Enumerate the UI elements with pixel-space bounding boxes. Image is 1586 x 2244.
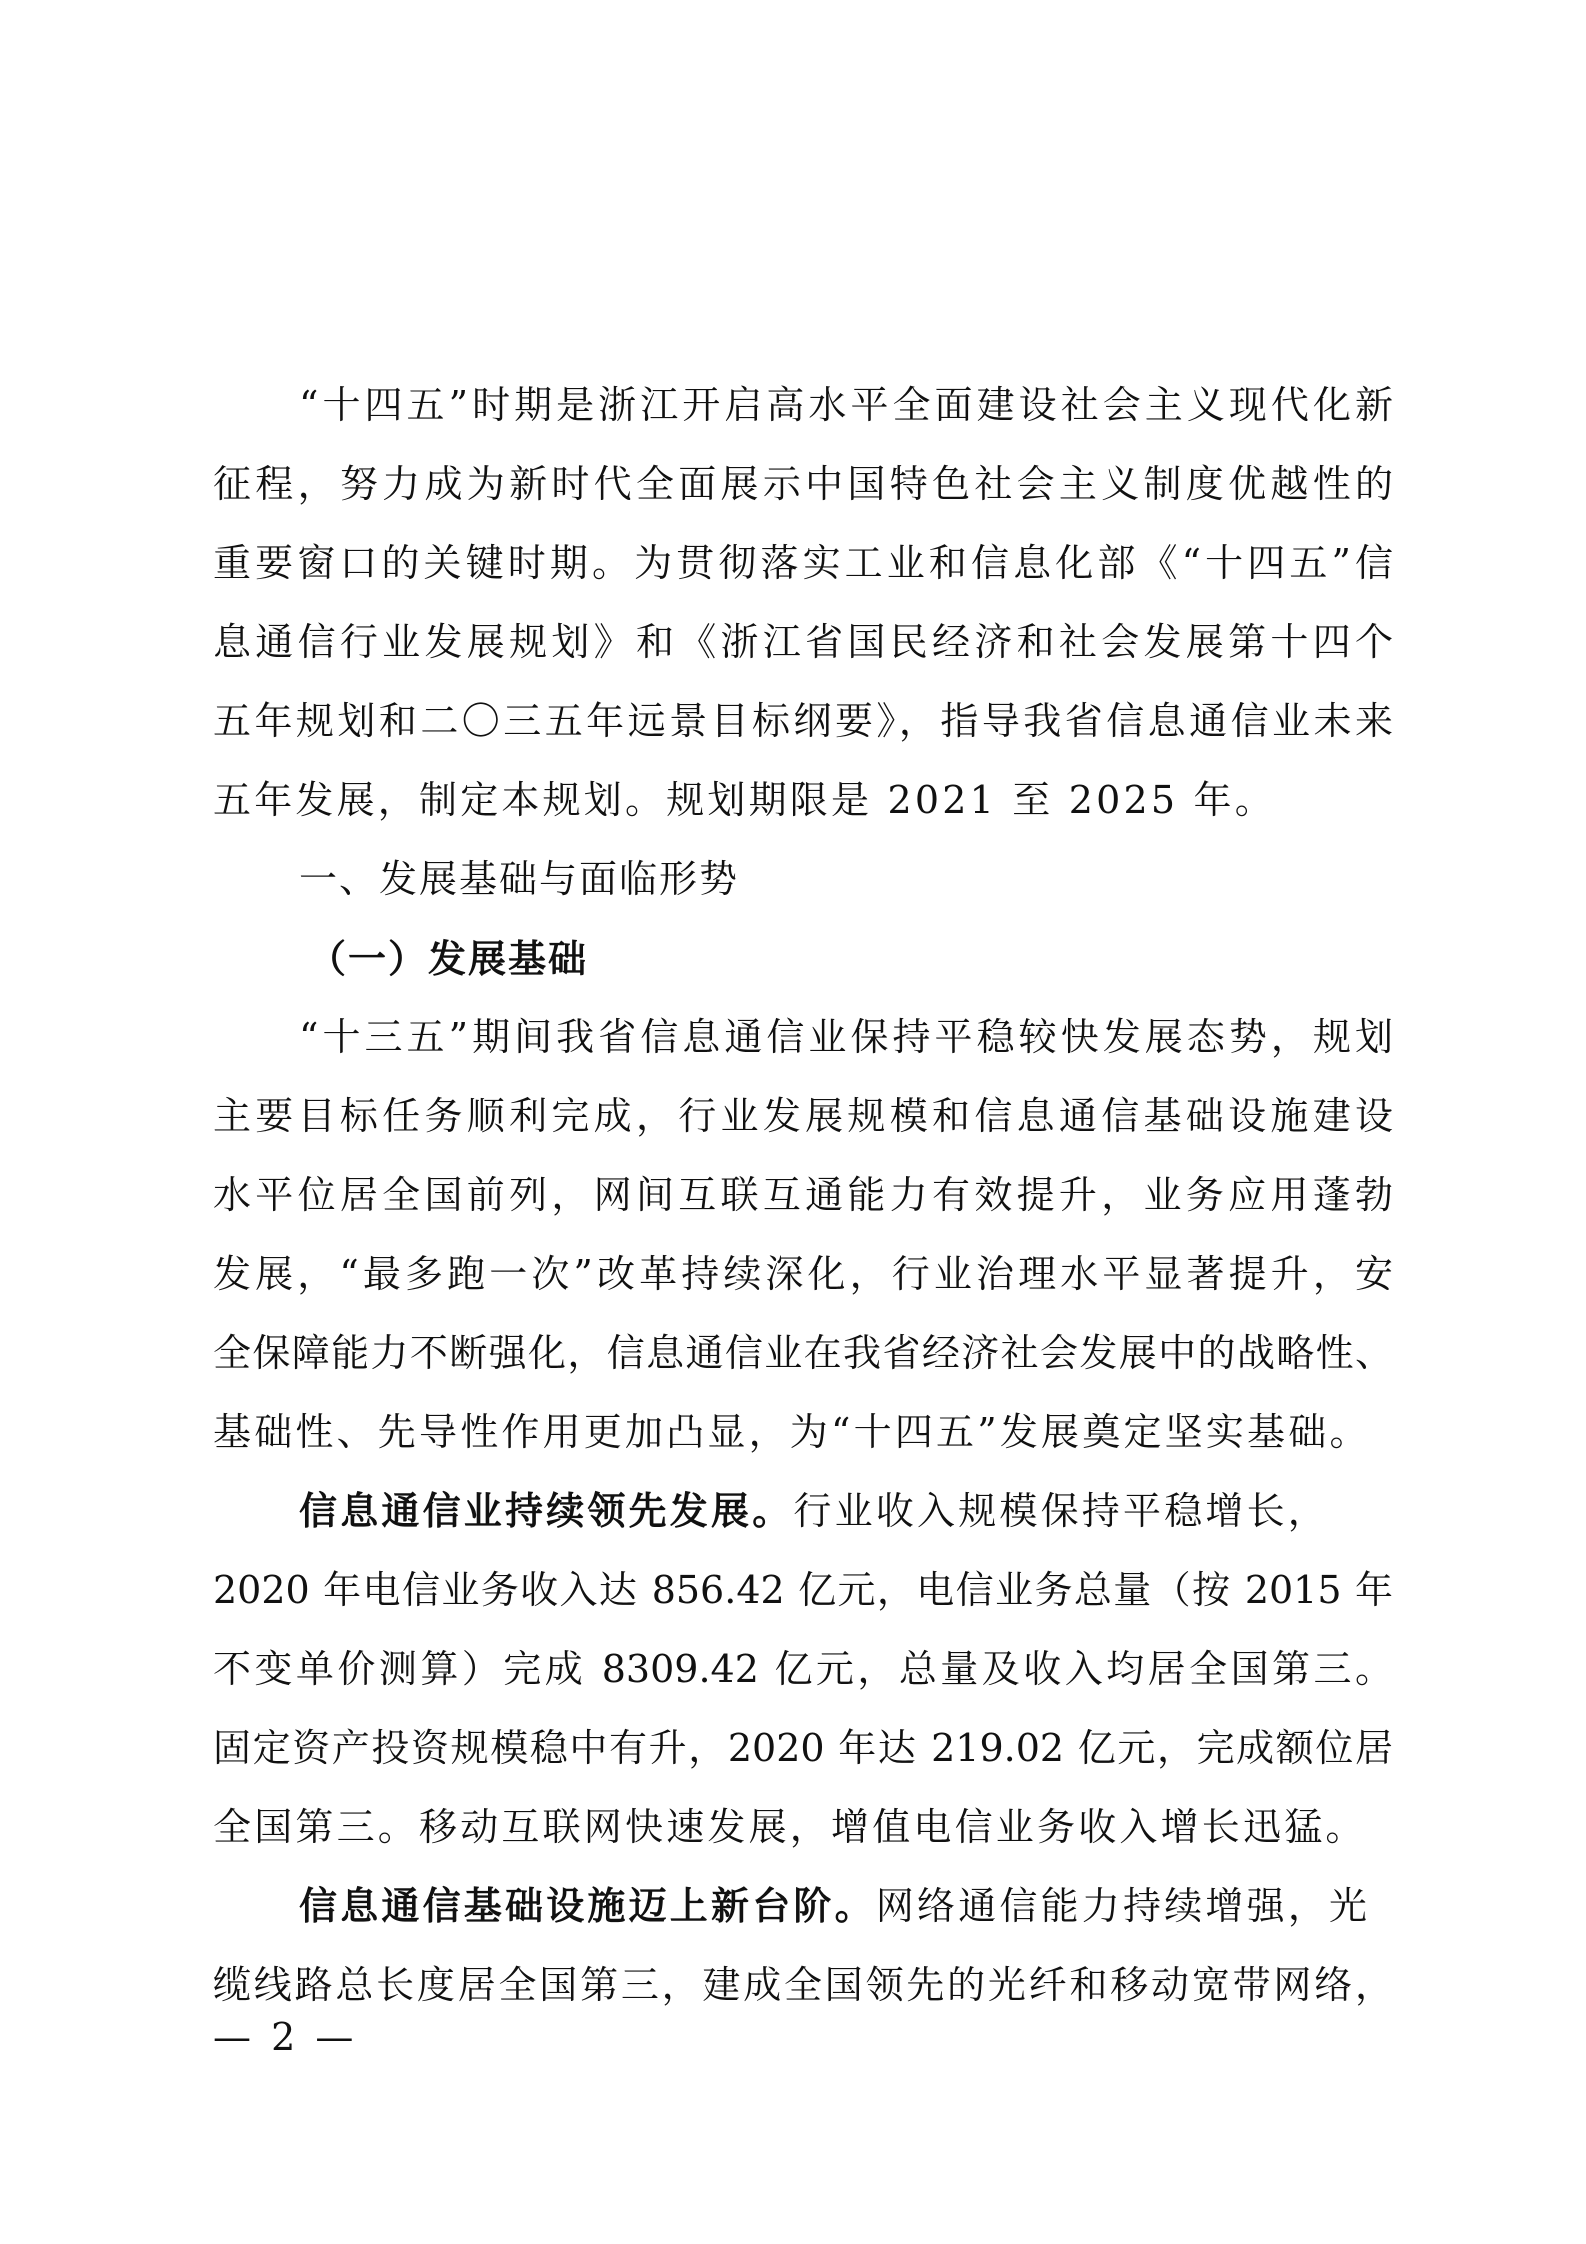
- para2-line-1: [213, 1472, 1393, 1551]
- intro-line-6: 五年发展，制定本规划。规划期限是 2021 至 2025 年。: [213, 778, 1276, 822]
- para3-lead: 信息通信基础设施迈上新台阶。: [299, 1884, 876, 1928]
- para2-line-4: 固定资产投资规模稳中有升，2020 年达 219.02 亿元，完成额位居: [213, 1726, 1393, 1770]
- intro-line-5: 五年规划和二〇三五年远景目标纲要》，指导我省信息通信业未来: [213, 699, 1393, 743]
- para1-line-1: “十三五”期间我省信息通信业保持平稳较快发展态势，规划: [299, 1015, 1393, 1059]
- para1-line-2: 主要目标任务顺利完成，行业发展规模和信息通信基础设施建设: [213, 1094, 1393, 1138]
- para1-line-5: 全保障能力不断强化，信息通信业在我省经济社会发展中的战略性、: [213, 1331, 1393, 1375]
- para2-line-2: 2020 年电信业务收入达 856.42 亿元，电信业务总量（按 2015 年: [213, 1568, 1393, 1612]
- para2-line-5: 全国第三。移动互联网快速发展，增值电信业务收入增长迅猛。: [213, 1805, 1367, 1849]
- intro-line-2: 征程，努力成为新时代全面展示中国特色社会主义制度优越性的: [213, 462, 1393, 506]
- page-number: — 2 —: [213, 2015, 358, 2059]
- subsection-heading: （一）发展基础: [308, 936, 589, 981]
- para1-line-3: 水平位居全国前列，网间互联互通能力有效提升，业务应用蓬勃: [213, 1173, 1393, 1217]
- para3-line-2: 缆线路总长度居全国第三，建成全国领先的光纤和移动宽带网络，: [213, 1963, 1393, 2007]
- intro-line-4: 息通信行业发展规划》和《浙江省国民经济和社会发展第十四个: [213, 620, 1393, 664]
- section-heading: 一、发展基础与面临形势: [299, 857, 740, 901]
- intro-line-3: 重要窗口的关键时期。为贯彻落实工业和信息化部《“十四五”信: [213, 541, 1393, 585]
- para1-line-6: 基础性、先导性作用更加凸显，为“十四五”发展奠定坚实基础。: [213, 1410, 1371, 1454]
- document-body: [213, 366, 1393, 2025]
- para1-line-4: 发展，“最多跑一次”改革持续深化，行业治理水平显著提升，安: [213, 1252, 1393, 1296]
- para3-text: 网络通信能力持续增强，光: [875, 1884, 1371, 1928]
- para2-lead: 信息通信业持续领先发展。: [299, 1489, 794, 1533]
- para2-line-3: 不变单价测算）完成 8309.42 亿元，总量及收入均居全国第三。: [213, 1647, 1393, 1691]
- intro-line-1: “十四五”时期是浙江开启高水平全面建设社会主义现代化新: [299, 383, 1393, 427]
- para3-line-1: [213, 1867, 1393, 1946]
- para2-text: 行业收入规模保持平稳增长，: [793, 1489, 1330, 1533]
